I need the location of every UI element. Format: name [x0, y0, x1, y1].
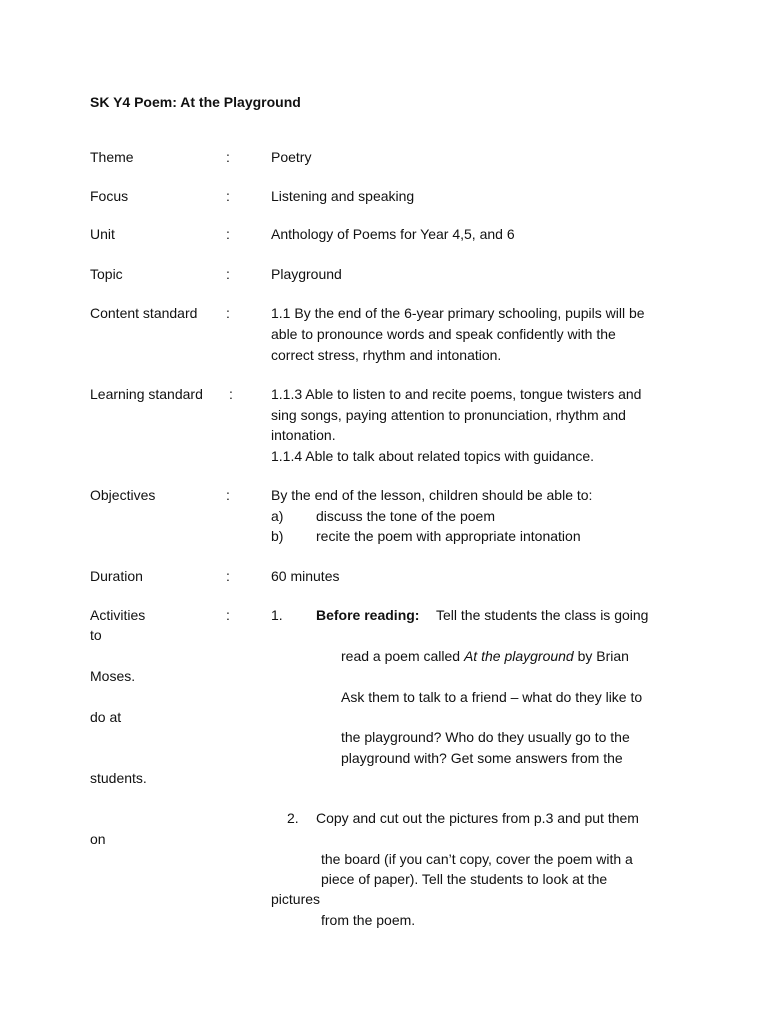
poem-title: At the playground [463, 648, 574, 664]
activity-2-line: the board (if you can’t copy, cover the poem with a [321, 851, 633, 867]
content-standard-label: Content standard [90, 305, 198, 321]
duration-colon: : [226, 568, 230, 584]
focus-colon: : [226, 188, 230, 204]
activity-1-line: playground with? Get some answers from the [341, 750, 623, 766]
learning-standard-line: intonation. [271, 427, 336, 443]
objective-text: recite the poem with appropriate intonation [316, 528, 581, 544]
learning-standard-line: sing songs, paying attention to pronunciation, rhythm and [271, 407, 626, 423]
unit-label: Unit [90, 226, 115, 242]
topic-value: Playground [271, 266, 342, 282]
activity-1-wrap: students. [90, 770, 147, 786]
duration-label: Duration [90, 568, 143, 584]
activity-2-wrap: on [90, 831, 106, 847]
activity-1-text: read a poem called [341, 648, 464, 664]
activity-1-line [341, 646, 629, 666]
objectives-label: Objectives [90, 487, 156, 503]
activity-2-number: 2. [287, 810, 299, 826]
objective-marker: b) [271, 528, 284, 544]
learning-standard-label: Learning standard [90, 386, 203, 402]
focus-label: Focus [90, 188, 129, 204]
learning-standard-line: 1.1.4 Able to talk about related topics with guidance. [271, 448, 594, 464]
activity-1-line: Tell the students the class is going [436, 607, 649, 623]
activity-1-line: the playground? Who do they usually go to the [341, 729, 630, 745]
learning-standard-line: 1.1.3 Able to listen to and recite poems, tongue twisters and [271, 386, 642, 402]
activity-1-wrap: Moses. [90, 668, 136, 684]
duration-value: 60 minutes [271, 568, 340, 584]
content-standard-line: 1.1 By the end of the 6-year primary schooling, pupils will be [271, 305, 645, 321]
activity-1-line: Ask them to talk to a friend – what do they like to [341, 689, 643, 705]
activities-label: Activities [90, 607, 146, 623]
activity-2-line: Copy and cut out the pictures from p.3 and put them [316, 810, 639, 826]
activity-1-wrap: to [90, 627, 102, 643]
activity-2-line: from the poem. [321, 912, 416, 928]
objectives-colon: : [226, 487, 230, 503]
objective-marker: a) [271, 508, 284, 524]
objective-text: discuss the tone of the poem [316, 508, 495, 524]
topic-colon: : [226, 266, 230, 282]
content-standard-line: able to pronounce words and speak confidently with the [271, 326, 616, 342]
activity-2-line: piece of paper). Tell the students to look at the [321, 871, 608, 887]
document-title: SK Y4 Poem: At the Playground [90, 94, 301, 110]
content-standard-line: correct stress, rhythm and intonation. [271, 347, 502, 363]
content-standard-colon: : [226, 305, 230, 321]
theme-label: Theme [90, 149, 134, 165]
activity-1-text: by Brian [573, 648, 629, 664]
unit-colon: : [226, 226, 230, 242]
activities-colon: : [226, 607, 230, 623]
topic-label: Topic [90, 266, 123, 282]
activity-1-wrap: do at [90, 709, 122, 725]
theme-value: Poetry [271, 149, 312, 165]
focus-value: Listening and speaking [271, 188, 415, 204]
theme-colon: : [226, 149, 230, 165]
activity-1-heading: Before reading: [316, 607, 420, 623]
learning-standard-colon: : [229, 386, 233, 402]
activity-2-wrap: pictures [271, 891, 321, 907]
objectives-intro: By the end of the lesson, children should be able to: [271, 487, 593, 503]
activity-1-number: 1. [271, 607, 283, 623]
unit-value: Anthology of Poems for Year 4,5, and 6 [271, 226, 515, 242]
